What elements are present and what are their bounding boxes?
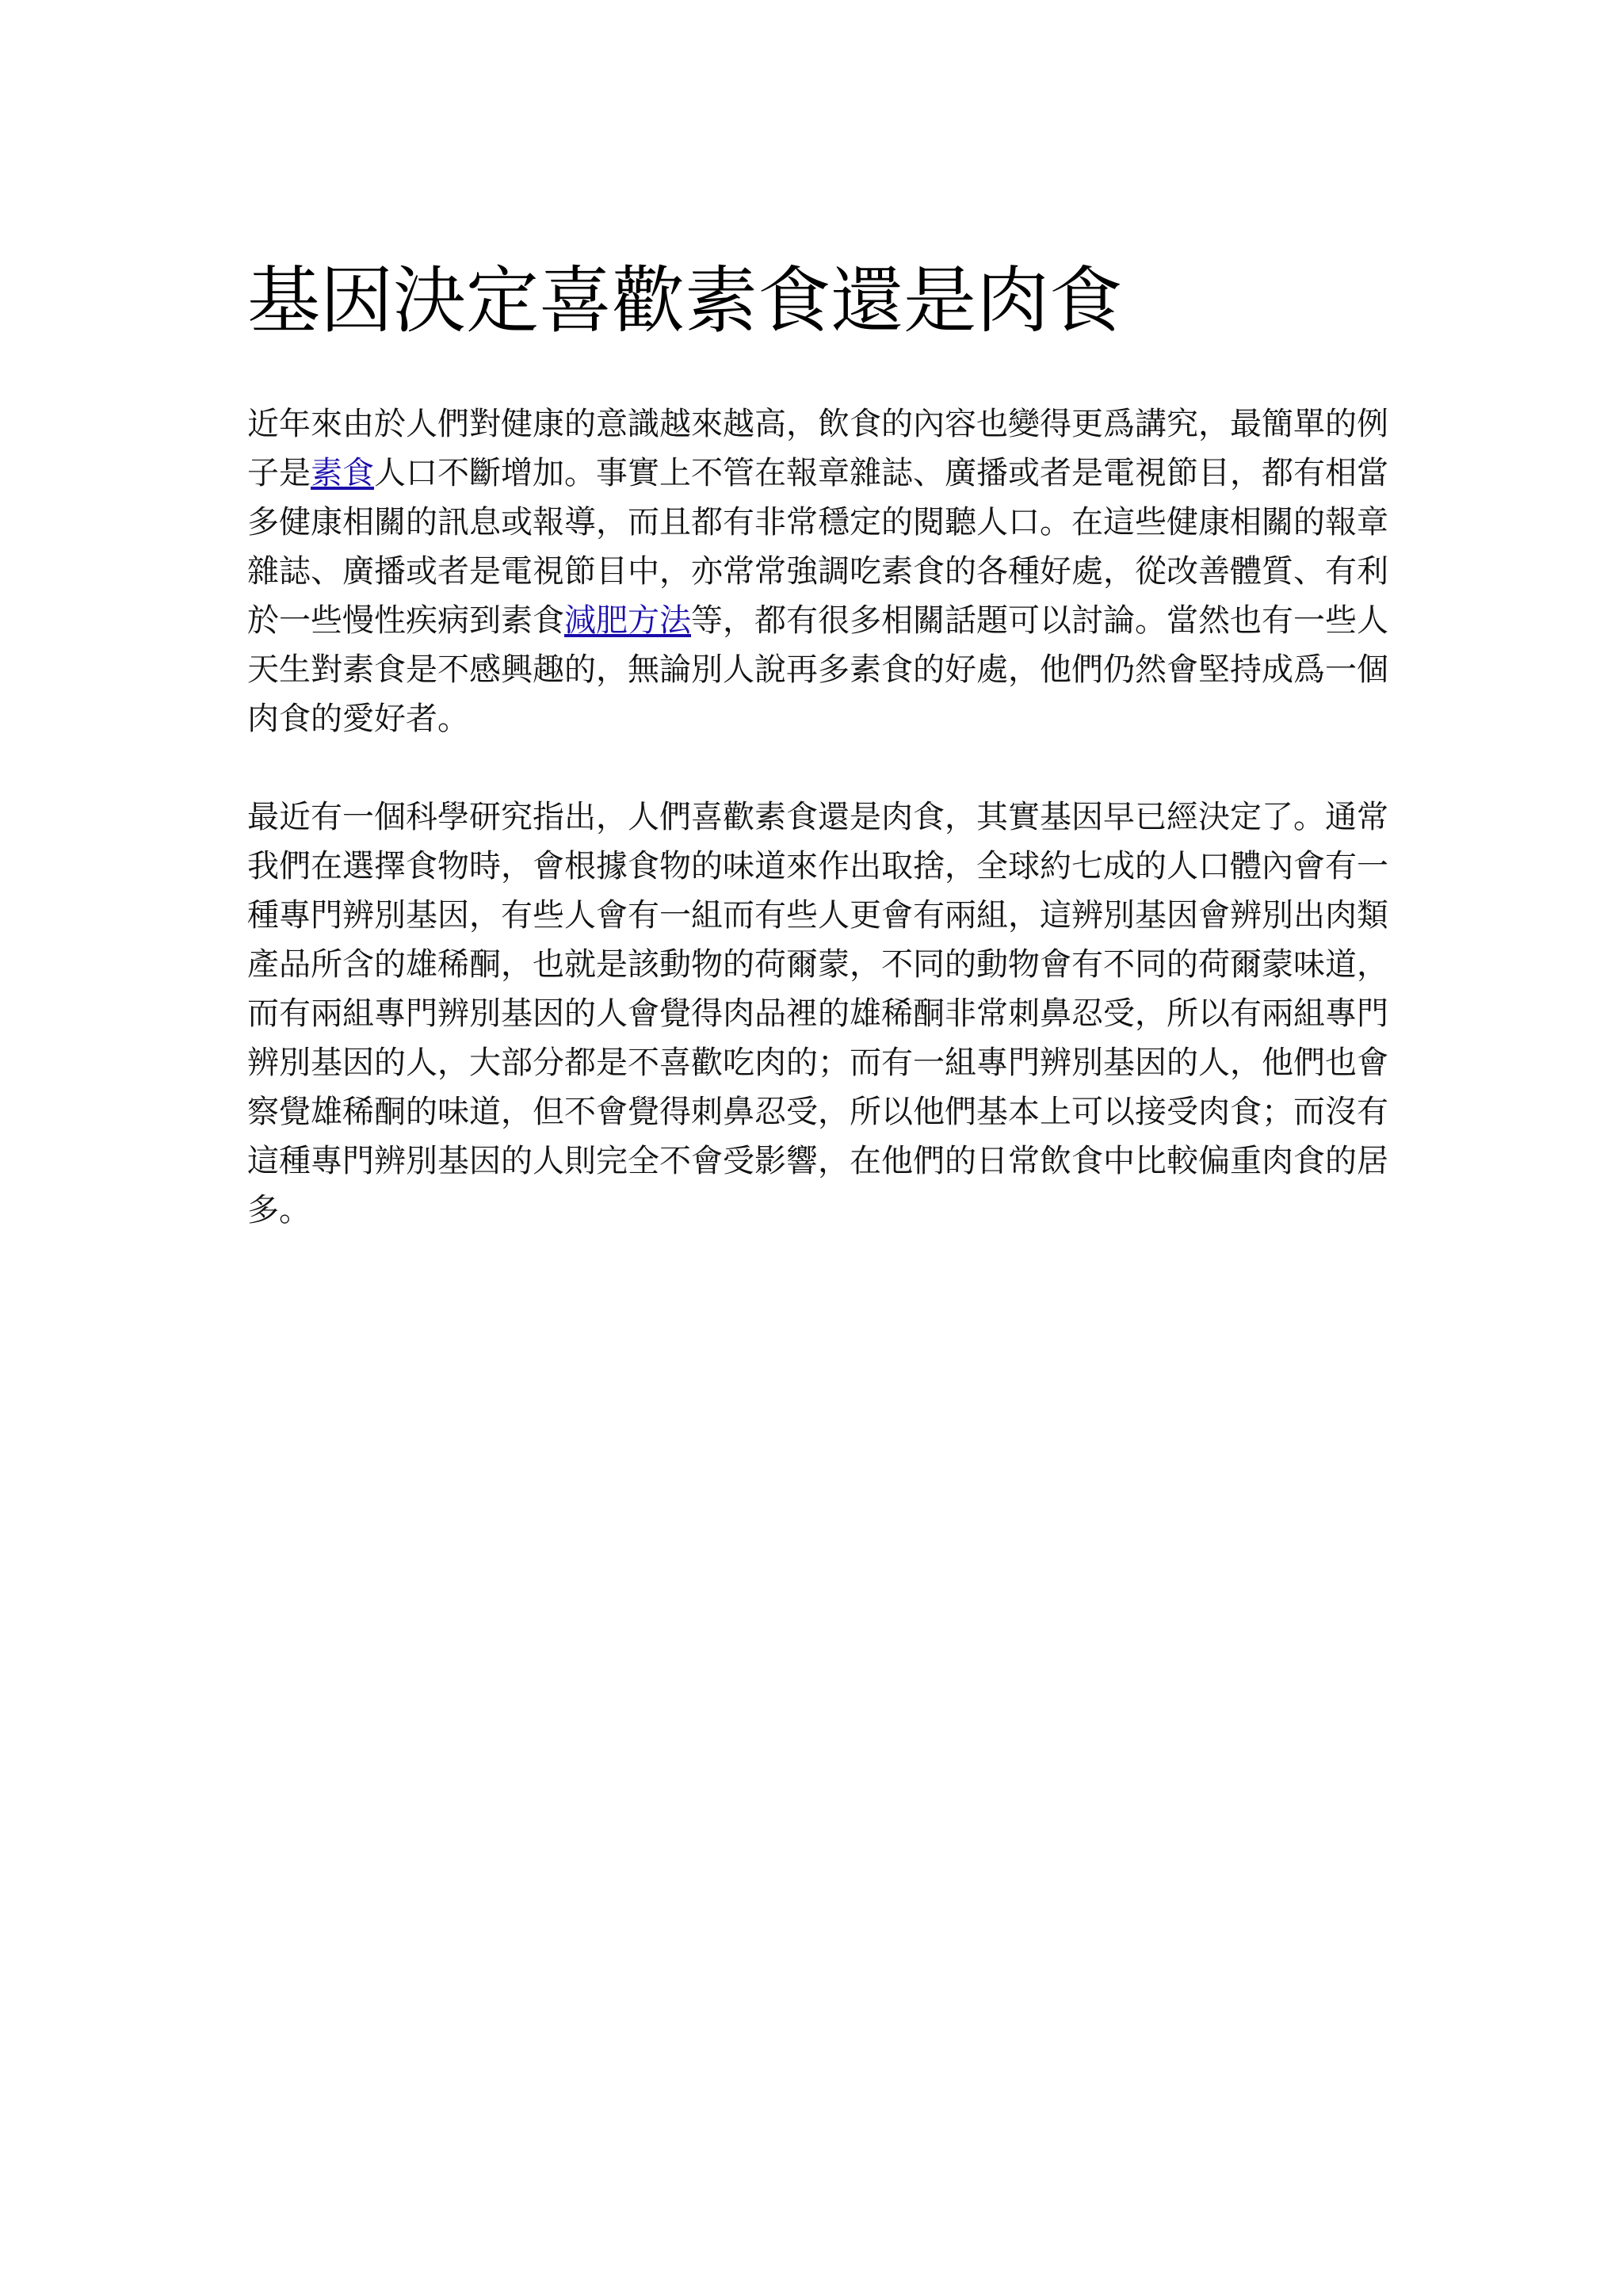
document-title: 基因決定喜歡素食還是肉食 xyxy=(247,258,1123,343)
paragraph-research: 最近有一個科學研究指出，人們喜歡素食還是肉食，其實基因早已經決定了。通常我們在選擇食物時，會根據食物的味道來作出取捨，全球約七成的人口體內會有一種專門辨別基因，有些人會有一組而有些人更會有兩組，這辨別基因會辨別出肉類產品所含的雄稀酮，也就是該動物的荷爾蒙，不同的動物會有不同的荷爾蒙味道，而有兩組專門辨別基因的人會覺得肉品裡的雄稀酮非常刺鼻忍受，所以有兩組專門辨別基因的人，大部分都是不喜歡吃肉的；而有一組專門辨別基因的人，他們也會察覺雄稀酮的味道，但不會覺得刺鼻忍受，所以他們基本上可以接受肉食；而沒有這種專門辨別基因的人則完全不會受影響，在他們的日常飲食中比較偏重肉食的居多。 xyxy=(247,799,1388,1228)
paragraph-intro-text-1: 近年來由於人們對健康的意識越來越高，飲食的內容也變得更爲講究，最簡單的例子是 xyxy=(247,406,1388,491)
document-page xyxy=(247,254,1388,1235)
paragraph-intro-text-2: 人口不斷增加。事實上不管在報章雜誌、廣播或者是電視節目，都有相當多健康相關的訊息或報導，而且都有非常穩定的閱聽人口。在這些健康相關的報章雜誌、廣播或者是電視節目中，亦常常強調吃素食的各種好處，從改善體質、有利於一些慢性疾病到素食 xyxy=(247,455,1388,639)
paragraph-intro-text-3: 等，都有很多相關話題可以討論。當然也有一些人天生對素食是不感興趣的，無論別人說再多素食的好處，他們仍然會堅持成爲一個肉食的愛好者。 xyxy=(247,602,1388,737)
paragraph-intro xyxy=(247,399,1388,743)
link-vegetarian[interactable]: 素食 xyxy=(311,455,374,491)
link-diet-method[interactable]: 減肥方法 xyxy=(564,602,691,639)
